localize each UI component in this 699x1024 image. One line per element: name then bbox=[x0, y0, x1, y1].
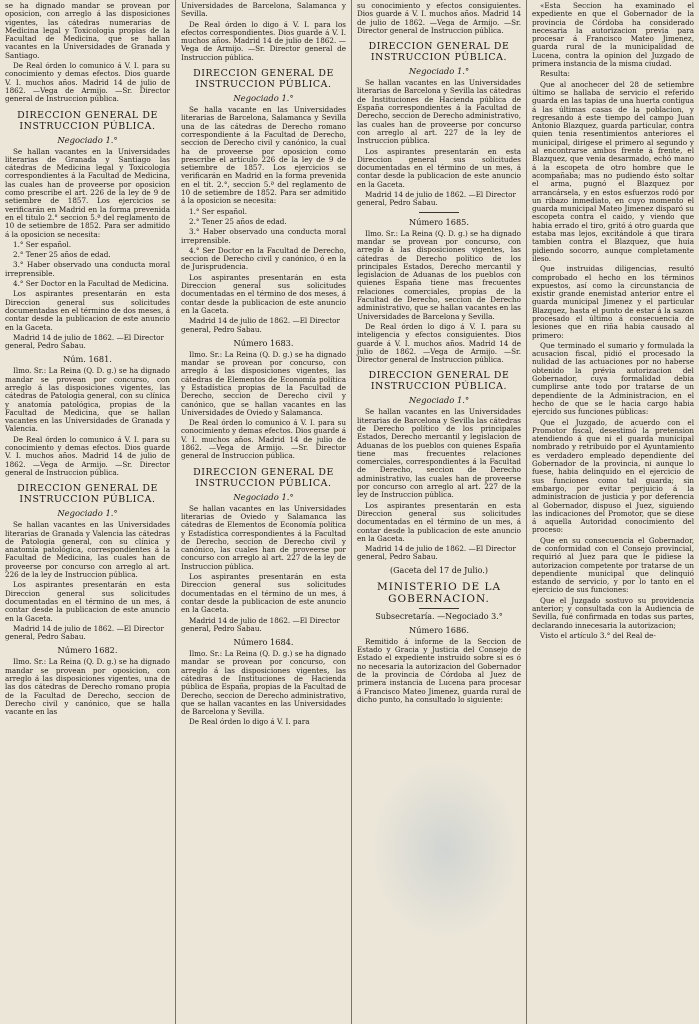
paragraph: su conocimiento y efectos consiguientes. Dios guarde á V. I. muchos años. Madrid 14 de julio de 1862. —Vega de Armijo. —Sr. Director general de Instruccion pública. bbox=[357, 1, 521, 35]
paragraph: se ha dignado mandar se provean por oposicion, con arreglo á las disposiciones vigentes, las cátedras numerarias de Medicina legal y Toxicologia propias de la Facultad de Medicina, que se hallan vacantes en la Universidades de Granada y Santiago. bbox=[5, 1, 170, 60]
paragraph: Los aspirantes presentarán en esta Direccion general sus solicitudes documentadas en el término de un mes, á contar desde la publicacion de este anuncio en la Gaceta. bbox=[5, 580, 170, 623]
paragraph: De Real órden lo digo á V. I. para bbox=[189, 717, 310, 727]
paragraph: «Esta Seccion ha examinado el expediente en que el Gobernador de la provincia de Córdoba ha considerado necesaria la autorizacion previa para procesar á Francisco Mateo Jimenez, guarda rural de la municipalidad de Lucena, contra la opinion del Juzgado de primera instancia de la misma ciudad. bbox=[532, 1, 694, 69]
paragraph: Que terminado el sumario y formulada la acusacion fiscal, pidió el procesado la nulidad de las actuaciones por no haberse obtenido la prévia autorizacion del Gobernador, cuya formalidad debia cumplirse ante todo por tratarse de un dependiente de la Administracion, en el hecho de que se le hacia cargo habia ejercido sus funciones públicas: bbox=[532, 340, 694, 417]
ministry-heading: MINISTERIO DE LA GOBERNACION. bbox=[376, 580, 502, 605]
document-number: Número 1684. bbox=[233, 637, 294, 648]
column-3 bbox=[352, 0, 526, 1024]
paragraph: Que el Juzgado, de acuerdo con el Promotor fiscal, desestimó la pretension atendiendo á que ni el guarda municipal nombrado y retribuido por el Ayuntamiento es verdadero empleado dependiente del Gobernador de la provincia, ni aunque lo fuese, habia delinquido en el ejercicio de sus funciones como tal guarda; sin embargo, por evitar perjuicio á la administracion de justicia y por deferencia al Gobernador, dispuso el Juez, siguiendo las indicaciones del Promotor, que se diese á aquella Autoridad conocimiento del proceso: bbox=[532, 417, 694, 535]
paragraph: Se hallan vacantes en las Universidades literarias de Barcelona y Sevilla las cátedras de Derecho político de los principales Estados, Derecho mercantil y legislacion de Aduanas de los pueblos con quienes España tiene mas frecuentes relaciones comerciales, correspondientes á la Facultad de Derecho, seccion de Derecho administrativo, las cuales han de proveerse por concurso con arreglo al art. 227 de la ley de Instruccion pública. bbox=[357, 407, 521, 500]
paragraph: De Real órden lo comunico á V. I. para su conocimiento y demas efectos. Dios guarde V. I. muchos años. Madrid 14 de julio de 1862. —Vega de Armijo. —Sr. Director general de Instruccion pública. bbox=[5, 434, 170, 477]
paragraph: Se halla vacante en las Universidades literarias de Barcelona, Salamanca y Sevilla una de las cátedras de Derecho romano correspondiente á la Facultad de Derecho, seccion de Derecho civil y canónico, la cual ha de proveerse por oposicion como prescribe el artículo 226 de la ley de 9 de setiembre de 1857. Los ejercicios se verificarán en Madrid en la forma prevenida en el tít. 2.°, seccion 5.ª del reglamento de 10 de setiembre de 1852. Para ser admitido á la oposicion se necesita: bbox=[181, 105, 346, 206]
negociado-label: Negociado 1.° bbox=[408, 395, 470, 406]
signature-line: Madrid 14 de julio de 1862. —El Director general, Pedro Sabau. bbox=[181, 615, 340, 633]
list-item: 4.° Ser Doctor en la Facultad de Medicina. bbox=[13, 279, 169, 289]
paragraph: De Real órden lo comunico á V. I. para su conocimiento y demas efectos. Dios guarde V. I. muchos años. Madrid 14 de julio de 1862. —Vega de Armijo. —Sr. Director general de Instruccion pública. bbox=[5, 61, 170, 104]
document-number: Número 1685. bbox=[409, 216, 469, 227]
list-item: 1.° Ser español. bbox=[13, 239, 72, 249]
section-heading: DIRECCION GENERAL DE INSTRUCCION PÚBLICA. bbox=[193, 68, 334, 91]
section-heading: DIRECCION GENERAL DE INSTRUCCION PÚBLICA. bbox=[368, 41, 510, 64]
paragraph: Los aspirantes presentarán en esta Direccion general sus solicitudes documentadas en el término de un mes, á contar desde la publicacion de este anuncio en la Gaceta. bbox=[357, 146, 521, 189]
paragraph: Que el Juzgado sostuvo su providencia anterior; y consultada con la Audiencia de Sevilla, fué confirmada en todas sus partes, declarando innecesaria la autorizacion; bbox=[532, 595, 694, 630]
subsecretaria-label: Subsecretaría. —Negociado 3.° bbox=[375, 611, 503, 621]
document-number: Número 1682. bbox=[57, 645, 118, 656]
paragraph: Que al anochecer del 28 de setiembre último se hallaba de servicio el referido guarda en las tapias de una huerta contigua á las últimas casas de la poblacion, y regresando á este tiempo del campo Juan Antonio Blazquez, guarda particular, contra quien tenia resentimientos anteriores el municipal, dirigese el primero al segundo y al encontrarse ambos frente á frente, el Blazquez, que venia desarmado, echó mano á la escopeta de otro hombre que le acompañaba; mas no pudiendo ésto soltar el arma, pugnó el Blazquez por arrancársela, y en estos esfuerzos rodó por un ribazo inmediato, en cuyo momento el guarda municipal Mateo Jimenez disparó su escopeta contra el caido, y viendo que habia errado el tiro, gritó á otro guarda que estaba mas lejos, excitándole á que tirara tambien contra el Blazquez, que huia pidiendo socorro, aunque completamente ileso. bbox=[532, 79, 694, 263]
list-item: 3.° Haber observado una conducta moral irreprensible. bbox=[181, 227, 346, 245]
paragraph: Que instruidas diligencias, resultó comprobado el hecho en los términos expuestos, así como la circunstancia de existir grande enemistad anterior entre el guarda municipal Jimenez y el particular Blazquez, hasta el punto de estar á la sazon procesado el último á consecuencia de lesiones que en riña habia causado al primero: bbox=[532, 264, 694, 340]
signature-line: Madrid 14 de julio de 1862. —El Director general, Pedro Sabau. bbox=[5, 332, 164, 351]
column-4 bbox=[527, 0, 699, 1024]
paragraph: Se hallan vacantes en las Universidades literarias de Barcelona y Sevilla las cátedras de Instituciones de Hacienda pública de España correspondientes á la Facultad de Derecho, seccion de Derecho administrativo, las cuales han de proveerse por concurso con arreglo al art. 227 de la ley de Instruccion pública. bbox=[357, 78, 521, 146]
paragraph: Ilmo. Sr.: La Reina (Q. D. g.) se ha dignado mandar se provean por concurso, con arreglo á las disposiciones vigentes, las cátedras de Patologia general, con su clínica y anatomía patológica, propias de la Facultad de Medicina, que se hallan vacantes en las Universidades de Granada y Valencia. bbox=[5, 366, 170, 434]
section-heading: DIRECCION GENERAL DE INSTRUCCION PÚBLICA. bbox=[368, 370, 510, 393]
paragraph: De Real órden lo digo á V. I. para los efectos correspondientes. Dios guarde á V. I. muchos años. Madrid 14 de julio de 1862. —Vega de Armijo. —Sr. Director general de Instruccion pública. bbox=[181, 19, 346, 62]
document-number: Núm. 1681. bbox=[63, 354, 112, 365]
paragraph: Se hallan vacantes en las Universidades literarias de Granada y Valencia las cátedras de Patologia general, con su clínica y anatomía patológica, correspondientes á la Facultad de Medicina, las cuales han de proveerse por concurso con arreglo al art. 226 de la ley de Instruccion pública. bbox=[5, 520, 170, 580]
paragraph: Se hallan vacantes en las Universidades literarias de Oviedo y Salamanca las cátedras de Elementos de Economía política y Estadística correspondientes á la Facultad de Derecho, seccion de Derecho civil y canónico, las cuales han de proveerse por concurso con arreglo al art. 227 de la ley de Instruccion pública. bbox=[181, 503, 346, 571]
paragraph: Ilmo. Sr.: La Reina (Q. D. g.) se ha dignado mandar se provean por concurso, con arreglo á las disposiciones vigentes, las cátedras de Derecho político de los principales Estados, Derecho mercantil y legislacion de Aduanas de los pueblos con quienes España tiene mas frecuentes relaciones comerciales, propias de la Facultad de Derecho, seccion de Derecho administrativo, que se hallan vacantes en las Universidades de Barcelona y Sevilla. bbox=[357, 228, 521, 321]
negociado-label: Negociado 1.° bbox=[408, 66, 470, 77]
paragraph: Se hallan vacantes en la Universidades literarias de Granada y Santiago las cátedras de Medicina legal y Toxicologia correspondientes á la Facultad de Medicina, las cuales han de proveerse por oposicion como prescribe el art. 226 de la ley de 9 de setiembre de 1857. Los ejercicios se verificarán en Madrid en la forma prevenida en el titulo 2.° seccion 5.ª del reglamento de 10 de setiembre de 1852. Para ser admitido á la oposicion se necesita: bbox=[5, 146, 170, 239]
gazette-date: (Gaceta del 17 de Julio.) bbox=[390, 565, 488, 575]
paragraph: Los aspirantes presentarán en esta Direccion general sus solicitudes documentadas en el término de un mes, á contar desde la publicacion de este anuncio en la Gaceta. bbox=[181, 572, 346, 615]
paragraph: Los aspirantes presentarán en esta Direccion general sus solicitudes documentadas en el término de dos meses, á contar desde la publicacion de este anuncio en la Gaceta. bbox=[181, 272, 346, 315]
paragraph: De Real órden lo digo á V. I. para su inteligencia y efectos consiguientes. Dios guarde á V. I. muchos años. Madrid 14 de julio de 1862. —Vega de Armijo. —Sr. Director general de Instruccion pública. bbox=[357, 321, 521, 365]
signature-line: Madrid 14 de julio de 1862. —El Director general, Pedro Sabau. bbox=[357, 544, 516, 562]
column-2 bbox=[176, 0, 351, 1024]
paragraph: De Real órden lo comunico á V. I. para su conocimiento y demas efectos. Dios guarde á V. I. muchos años. Madrid 14 de julio de 1862. —Vega de Armijo. —Sr. Director general de Instruccion pública. bbox=[181, 418, 346, 461]
paragraph: Los aspirantes presentarán en esta Direccion general sus solicitudes documentadas en el término de un mes, á contar desde la publicacion de este anuncio en la Gaceta. bbox=[357, 500, 521, 543]
paragraph: Que en su consecuencia el Gobernador, de conformidad con el Consejo provincial, requirió al Juez para que le pidiese la autorizacion competente por tratarse de un dependiente municipal que delinquió estando de servicio, y por lo tanto en el ejercicio de sus funciones: bbox=[532, 535, 694, 595]
separator bbox=[419, 608, 459, 609]
paragraph: Universidades de Barcelona, Salamanca y Sevilla. bbox=[181, 1, 346, 19]
signature-line: Madrid 14 de julio de 1862. —El Director general, Pedro Sabau. bbox=[5, 623, 164, 642]
paragraph: Resulta: bbox=[540, 69, 570, 79]
list-item: 3.° Haber observado una conducta moral irreprensible. bbox=[5, 260, 170, 278]
section-heading: DIRECCION GENERAL DE INSTRUCCION PÚBLICA. bbox=[17, 483, 158, 506]
list-item: 1.° Ser español. bbox=[189, 206, 248, 216]
paragraph: Visto el artículo 3.° del Real de- bbox=[540, 630, 656, 640]
negociado-label: Negociado 1.° bbox=[57, 508, 118, 519]
document-number: Número 1683. bbox=[233, 337, 294, 348]
paragraph: Ilmo. Sr.: La Reina (Q. D. g.) se ha dignado mandar se provean por concurso, con arreglo á las disposiciones vigentes, las cátedras de Instituciones de Hacienda pública de España, propias de la Facultad de Derecho, seccion de Derecho administrativo, que se hallan vacantes en las Universidades de Barcelona y Sevilla. bbox=[181, 649, 346, 717]
list-item: 4.° Ser Doctor en la Facultad de Derecho, seccion de Derecho civil y canónico, ó en la de Jurisprudencia. bbox=[181, 245, 346, 272]
list-item: 2.° Tener 25 años de edad. bbox=[13, 250, 111, 260]
list-item: 2.° Tener 25 años de edad. bbox=[189, 216, 287, 226]
paragraph: Ilmo. Sr.: La Reina (Q. D. g.) se ha dignado mandar se provean por concurso, con arreglo á las disposiciones vigentes, las cátedras de Elementos de Economía política y Estadística propias de la Facultad de Derecho, seccion de Derecho civil y canónico, que se hallan vacantes en las Universidades de Oviedo y Salamanca. bbox=[181, 349, 346, 417]
signature-line: Madrid 14 de julio de 1862. —El Director general, Pedro Sabau. bbox=[357, 190, 516, 208]
document-number: Número 1686. bbox=[409, 624, 469, 635]
paragraph: Remitido á informe de la Seccion de Estado y Gracia y Justicia del Consejo de Estado el expediente instruido sobre si es ó no necesaria la autorizacion del Gobernador de la provincia de Córdoba al Juez de primera instancia de Lucena para procesar á Francisco Mateo Jimenez, guarda rural de dicho punto, ha consultado lo siguiente: bbox=[357, 636, 521, 704]
separator bbox=[419, 212, 459, 213]
section-heading: DIRECCION GENERAL DE INSTRUCCION PÚBLICA. bbox=[17, 109, 158, 132]
paragraph: Ilmo. Sr.: La Reina (Q. D. g.) se ha dignado mandar se provean por oposicion, con arreglo á las disposiciones vigentes, una de las dos cátedras de Derecho romano propia de la Facultad de Derecho, seccion de Derecho civil y canónico, que se halla vacante en las bbox=[5, 657, 170, 717]
negociado-label: Negociado 1.° bbox=[233, 93, 294, 104]
negociado-label: Negociado 1.° bbox=[233, 491, 294, 502]
section-heading: DIRECCION GENERAL DE INSTRUCCION PÚBLICA. bbox=[193, 466, 334, 489]
signature-line: Madrid 14 de julio de 1862. —El Director general, Pedro Sabau. bbox=[181, 316, 340, 334]
paragraph: Los aspirantes presentarán en esta Direccion general sus solicitudes documentadas en el término de dos meses, á contar desde la publicacion de este anuncio en la Gaceta. bbox=[5, 289, 170, 332]
column-1 bbox=[0, 0, 175, 1024]
negociado-label: Negociado 1.° bbox=[57, 134, 118, 145]
